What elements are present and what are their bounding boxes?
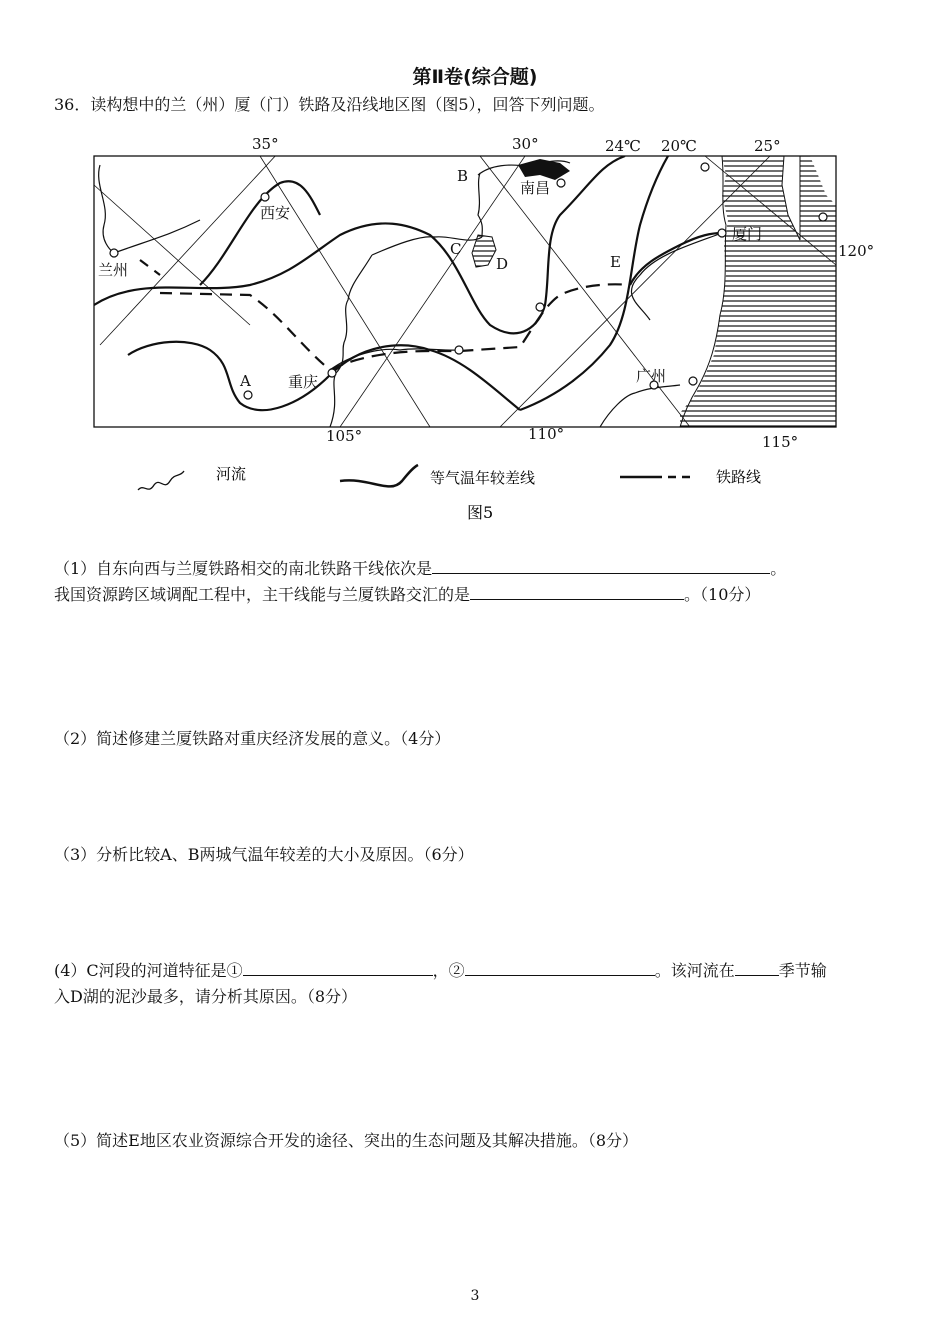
marker-sea3 (689, 377, 697, 385)
question-1-line-1 (54, 556, 786, 579)
lake-poyang (518, 159, 570, 180)
lon-label-110: 110° (528, 425, 565, 443)
answer-blank-1a[interactable] (432, 557, 770, 574)
point-label-c: C (450, 240, 462, 258)
isolines (94, 156, 668, 410)
city-label-xiamen: 厦门 (732, 225, 763, 243)
legend-isoline-symbol (340, 465, 418, 486)
city-label-chongqing: 重庆 (288, 373, 319, 391)
legend-river-label: 河流 (216, 465, 247, 483)
marker-chongqing (328, 369, 336, 377)
map-legend (138, 465, 761, 490)
lon-label-115: 115° (762, 433, 799, 451)
city-label-xian: 西安 (260, 204, 291, 222)
marker-nanchang (557, 179, 565, 187)
legend-river-symbol (138, 471, 184, 490)
map-figure (0, 125, 950, 525)
lat-label-35: 35° (252, 135, 279, 153)
question-1-prompt-2: 我国资源跨区域调配工程中，主干线能与兰厦铁路交汇的是 (54, 585, 471, 604)
isotherm-label-24: 24℃ (605, 137, 641, 155)
city-label-guangzhou: 广州 (636, 367, 667, 385)
question-4-prompt: (4）C河段的河道特征是① (54, 961, 243, 980)
marker-station1 (455, 346, 463, 354)
point-label-b: B (457, 167, 469, 185)
isotherm-label-20: 20℃ (661, 137, 697, 155)
lat-label-30: 30° (512, 135, 539, 153)
point-label-e: E (610, 253, 621, 271)
question-4-mid: 。该河流在 (654, 961, 735, 980)
question-1-prompt: （1）自东向西与兰厦铁路相交的南北铁路干线依次是 (54, 559, 433, 578)
point-label-d: D (496, 255, 509, 273)
lon-label-105: 105° (326, 427, 363, 445)
marker-lanzhou (110, 249, 118, 257)
question-2: （2）简述修建兰厦铁路对重庆经济发展的意义。（4分） (54, 729, 451, 748)
answer-blank-4a[interactable] (243, 959, 433, 976)
marker-xiamen (718, 229, 726, 237)
question-1-line-2 (54, 582, 760, 605)
marker-sea2 (819, 213, 827, 221)
marker-sea1 (701, 163, 709, 171)
question-36-stem: 36．读构想中的兰（州）厦（门）铁路及沿线地区图（图5），回答下列问题。 (54, 95, 605, 114)
legend-isoline-label: 等气温年较差线 (430, 469, 536, 487)
question-3: （3）分析比较A、B两城气温年较差的大小及原因。（6分） (54, 845, 474, 864)
figure-caption: 图5 (467, 503, 494, 522)
question-1-score: 。（10分） (684, 585, 761, 604)
answer-blank-4c[interactable] (735, 959, 779, 976)
page-number: 3 (470, 1288, 480, 1304)
point-label-a: A (240, 372, 251, 390)
city-label-nanchang: 南昌 (520, 179, 551, 197)
question-4-line-2: 入D湖的泥沙最多，请分析其原因。（8分） (54, 987, 358, 1006)
marker-a (244, 391, 252, 399)
sea-area (680, 156, 836, 427)
answer-blank-1b[interactable] (470, 583, 684, 600)
lon-label-120: 120° (838, 242, 875, 260)
question-4-tail: 季节输 (778, 961, 827, 980)
question-5: （5）简述E地区农业资源综合开发的途径、突出的生态问题及其解决措施。（8分） (54, 1131, 639, 1150)
question-4-line-1 (54, 958, 827, 981)
answer-blank-4b[interactable] (465, 959, 655, 976)
marker-station2 (536, 303, 544, 311)
city-label-lanzhou: 兰州 (98, 261, 129, 279)
section-title: 第Ⅱ卷(综合题) (412, 66, 538, 88)
question-1-end: 。 (770, 559, 787, 578)
lat-label-25: 25° (754, 137, 781, 155)
marker-xian (261, 193, 269, 201)
question-4-sep: ，② (432, 961, 465, 980)
legend-railway-label: 铁路线 (716, 468, 762, 486)
